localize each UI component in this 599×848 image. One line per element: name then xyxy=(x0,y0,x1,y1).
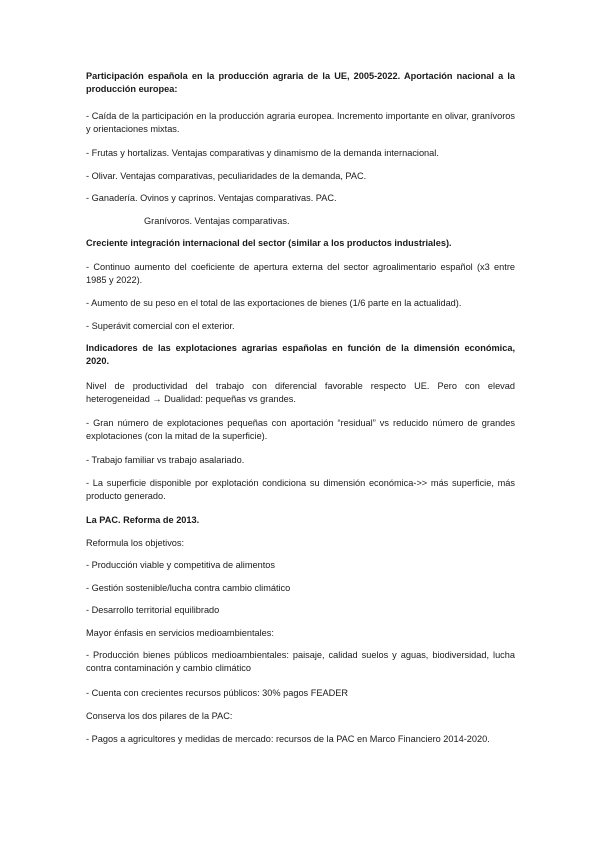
paragraph-granivoros: Granívoros. Ventajas comparativas. xyxy=(144,216,290,226)
paragraph-bienes-publicos: - Producción bienes públicos medioambientales: paisaje, calidad suelos y aguas, biodiversidad, lucha contra contaminación y cambio climático xyxy=(86,650,515,674)
section-heading-integracion: Creciente integración internacional del sector (similar a los productos industriales). xyxy=(86,238,452,248)
paragraph-caida-participacion: - Caída de la participación en la producción agraria europea. Incremento importante en olivar, granívoros y orientaciones mixtas. xyxy=(86,111,515,135)
section-heading-indicadores: Indicadores de las explotaciones agrarias españolas en función de la dimensión económica, 2020. xyxy=(86,343,515,367)
paragraph-recursos-publicos: - Cuenta con crecientes recursos públicos: 30% pagos FEADER xyxy=(86,688,348,698)
paragraph-explotaciones-pequenas: - Gran número de explotaciones pequeñas con aportación “residual” vs reducido número de grandes explotaciones (con la mitad de la superficie). xyxy=(86,418,515,442)
paragraph-frutas-hortalizas: - Frutas y hortalizas. Ventajas comparativas y dinamismo de la demanda internacional. xyxy=(86,148,439,158)
paragraph-productividad: Nivel de productividad del trabajo con diferencial favorable respecto UE. Pero con elevad heterogeneidad → Dualidad: pequeñas vs grandes. xyxy=(86,381,515,405)
paragraph-trabajo-familiar: - Trabajo familiar vs trabajo asalariado. xyxy=(86,455,245,465)
paragraph-coeficiente-apertura: - Continuo aumento del coeficiente de apertura externa del sector agroalimentario español (x3 entre 1985 y 2022). xyxy=(86,262,515,286)
paragraph-enfasis-medioambiental: Mayor énfasis en servicios medioambientales: xyxy=(86,628,274,638)
paragraph-superficie-disponible: - La superficie disponible por explotación condiciona su dimensión económica->> más superficie, más producto generado. xyxy=(86,478,515,502)
paragraph-reformula-objetivos: Reformula los objetivos: xyxy=(86,538,185,548)
paragraph-superavit: - Superávit comercial con el exterior. xyxy=(86,321,235,331)
paragraph-pagos-agricultores: - Pagos a agricultores y medidas de mercado: recursos de la PAC en Marco Financiero 2014-2020. xyxy=(86,734,490,744)
paragraph-gestion-sostenible: - Gestión sostenible/lucha contra cambio climático xyxy=(86,583,291,593)
paragraph-olivar: - Olivar. Ventajas comparativas, peculiaridades de la demanda, PAC. xyxy=(86,171,367,181)
paragraph-desarrollo-territorial: - Desarrollo territorial equilibrado xyxy=(86,605,220,615)
section-heading-pac: La PAC. Reforma de 2013. xyxy=(86,515,200,525)
paragraph-conserva-pilares: Conserva los dos pilares de la PAC: xyxy=(86,711,233,721)
section-heading-participacion: Participación española en la producción agraria de la UE, 2005-2022. Aportación nacional a la producción europea: xyxy=(86,71,515,95)
paragraph-ganaderia: - Ganadería. Ovinos y caprinos. Ventajas comparativas. PAC. xyxy=(86,193,337,203)
paragraph-peso-exportaciones: - Aumento de su peso en el total de las exportaciones de bienes (1/6 parte en la actualidad). xyxy=(86,298,462,308)
paragraph-produccion-viable: - Producción viable y competitiva de alimentos xyxy=(86,560,275,570)
